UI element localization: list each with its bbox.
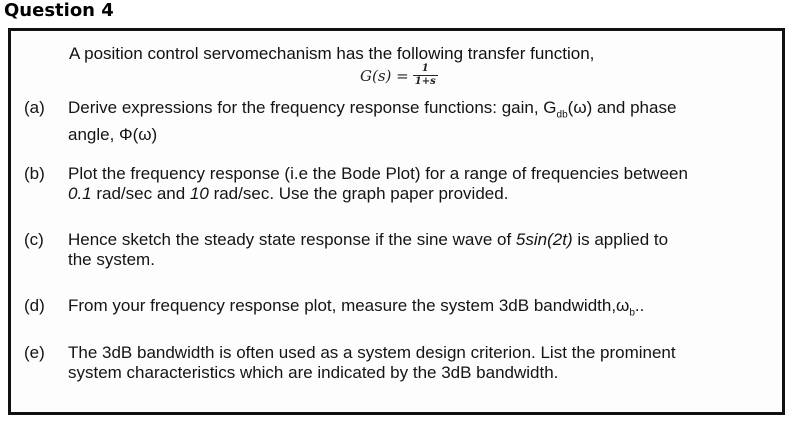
- question-heading: Question 4: [4, 0, 114, 21]
- formula-numerator: 1: [421, 63, 429, 74]
- part-a-line1: Derive expressions for the frequency response functions: gain, $G_{db}(\omega)$ and phase: [68, 98, 677, 121]
- part-c-label: (c): [24, 230, 44, 249]
- part-c-line2: the system.: [68, 250, 155, 269]
- part-c-line1: Hence sketch the steady state response if the sine wave of 5sin(2t) is applied to: [68, 230, 669, 249]
- formula-lhs: G(s) =: [360, 66, 409, 85]
- part-d-label: (d): [24, 296, 45, 315]
- part-e: [24, 343, 774, 383]
- part-b-line2: 0.1 rad/sec and 10 rad/sec. Use the graph paper provided.: [68, 184, 509, 203]
- formula-fraction: [413, 64, 438, 87]
- part-e-line1: The 3dB bandwidth is often used as a system design criterion. List the prominent: [68, 343, 676, 362]
- part-b-line1: Plot the frequency response (i.e the Bode Plot) for a range of frequencies between: [68, 164, 688, 183]
- formula-denominator: 1+s: [414, 76, 436, 87]
- part-e-label: (e): [24, 343, 45, 362]
- part-e-line2: system characteristics which are indicated by the 3dB bandwidth.: [68, 363, 559, 382]
- part-d-line1: From your frequency response plot, measure the system 3dB $bandwidth,\omega_b$..: [68, 296, 645, 319]
- part-b: [24, 164, 774, 204]
- part-b-label: (b): [24, 164, 45, 183]
- part-a: [24, 98, 774, 145]
- intro-text: A position control servomechanism has the following transfer function,: [69, 44, 595, 63]
- part-a-line2: angle, Φ(ω): [68, 125, 158, 145]
- part-d: [24, 296, 774, 323]
- part-c: [24, 230, 774, 270]
- transfer-function-formula: [360, 64, 438, 87]
- part-a-label: (a): [24, 98, 45, 117]
